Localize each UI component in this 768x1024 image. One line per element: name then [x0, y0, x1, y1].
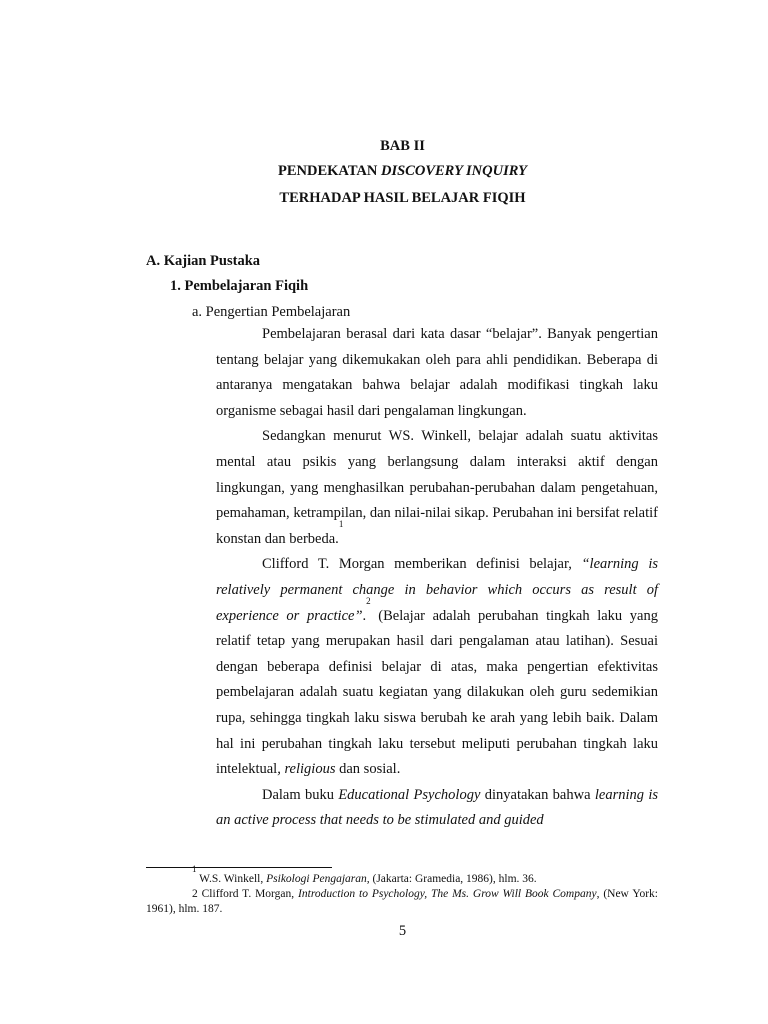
paragraph-2-text: Sedangkan menurut WS. Winkell, belajar adalah suatu aktivitas mental atau psikis yang berlangsung dalam interaksi aktif dengan lingkungan, yang menghasilkan perubahan-perubahan dalam pengetahuan, pemahaman, ketrampilan, dan nilai-nilai sikap. Perubahan ini bersifat relatif konstan dan berbeda. [216, 428, 658, 547]
footnote-separator [146, 867, 332, 868]
chapter-label: BAB II [380, 138, 425, 154]
footnote-1-b: (Jakarta: Gramedia, 1986), hlm. 36. [369, 873, 537, 885]
footnote-2-b: , (New York: 1961), hlm. 187. [146, 888, 658, 915]
paragraph-3-a: Clifford T. Morgan memberikan definisi belajar, [262, 556, 582, 573]
footnote-2 [146, 887, 658, 917]
paragraph-4-a: Dalam buku [262, 786, 339, 803]
paragraph-3-c: (Belajar adalah perubahan tingkah laku yang relatif tetap yang merupakan hasil dari pengalaman atau latihan). Sesuai dengan beberapa definisi belajar di atas, maka pengertian efektivitas pembelajaran adalah suatu kegiatan yang dilakukan oleh guru sedemikian rupa, sehingga tingkah laku siswa berubah ke arah yang lebih baik. Dalam hal ini perubahan tingkah laku tersebut meliputi perubahan tingkah laku intelektual [216, 607, 658, 778]
subsection-heading-1: 1. Pembelajaran Fiqih [170, 278, 309, 294]
body-text [216, 322, 658, 834]
chapter-title-italic: DISCOVERY INQUIRY [381, 163, 527, 179]
footnote-2-a: 2 Clifford T. Morgan, [192, 888, 299, 900]
section-heading-a: A. Kajian Pustaka [146, 253, 261, 269]
paragraph-3-b: . [362, 607, 367, 624]
paragraph-4-book-title: Educational Psychology [338, 786, 481, 803]
footnote-ref-2: 2 [366, 595, 371, 606]
page-number: 5 [398, 923, 407, 939]
footnote-1-a: W.S. Winkell, [196, 873, 267, 885]
subsubsection-heading-a: a. Pengertian Pembelajaran [192, 304, 351, 320]
chapter-title-prefix: PENDEKATAN [278, 163, 381, 179]
footnotes [146, 864, 658, 917]
chapter-title-line1 [0, 163, 768, 180]
footnote-1 [146, 864, 658, 887]
paragraph-4-quote: learning is an active process that needs to be stimulated and guided [216, 786, 659, 829]
paragraph-4 [216, 783, 658, 834]
paragraph-2 [216, 424, 658, 552]
footnote-1-title: Psikologi Pengajaran, [266, 873, 370, 885]
paragraph-4-b: dinyatakan bahwa [480, 786, 595, 803]
footnote-2-title: Introduction to Psychology, The Ms. Grow Will Book Company [298, 888, 597, 900]
paragraph-1: Pembelajaran berasal dari kata dasar “belajar”. Banyak pengertian tentang belajar yang dikemukakan oleh para ahli pendidikan. Beberapa di antaranya mengatakan bahwa belajar adalah modifikasi tingkah laku organisme sebagai hasil dari pengalaman lingkungan. [216, 326, 658, 419]
paragraph-3-d: dan sosial. [335, 761, 401, 778]
paragraph-3-religious: , religious [277, 761, 336, 778]
footnote-1-number: 1 [192, 864, 197, 874]
footnote-ref-1: 1 [338, 518, 344, 529]
paragraph-3 [216, 552, 658, 782]
paragraph-3-quote: “learning is relatively permanent change in behavior which occurs as result of experience or practice” [216, 556, 658, 624]
chapter-title-line2: TERHADAP HASIL BELAJAR FIQIH [279, 190, 526, 206]
